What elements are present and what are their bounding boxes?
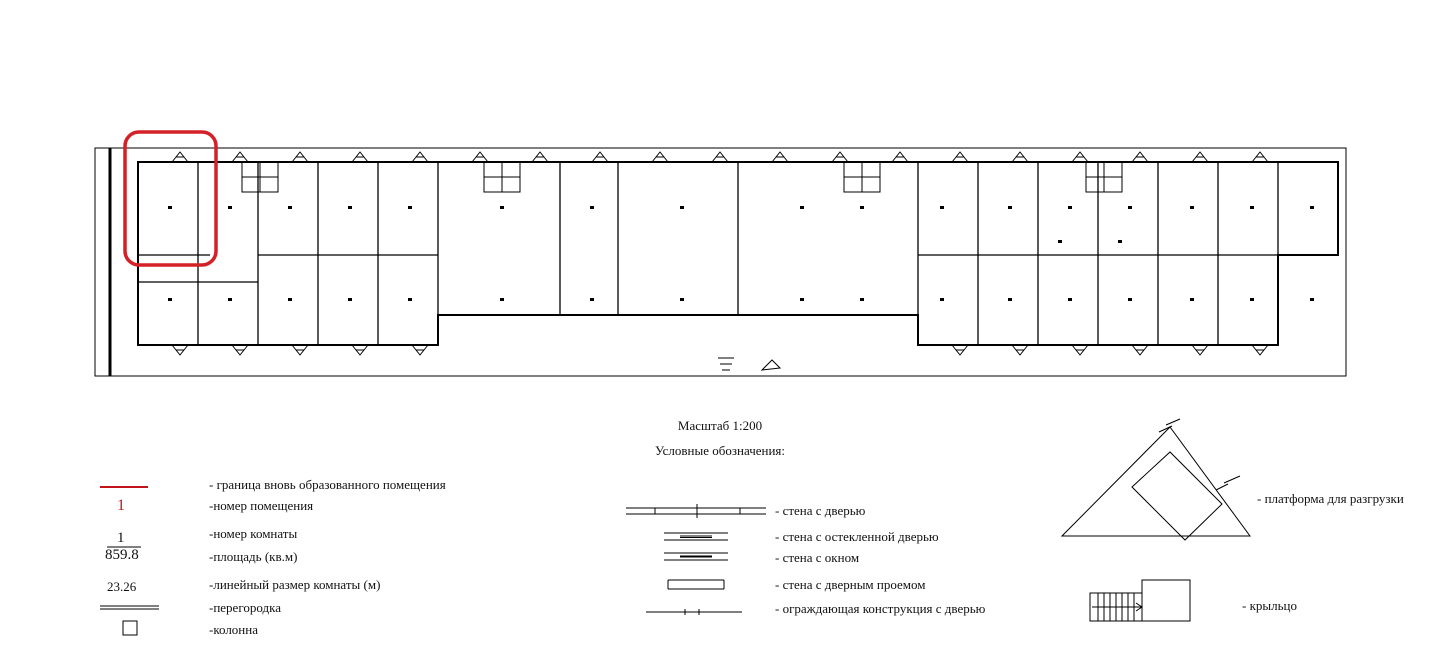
column-mark (1008, 298, 1012, 301)
loading-platform (292, 345, 308, 355)
loading-platform (172, 152, 188, 162)
legend-fence-door-text: - ограждающая конструкция с дверью (775, 601, 986, 616)
column-mark (1310, 298, 1314, 301)
legend-title: Условные обозначения: (654, 443, 786, 458)
partition-symbol (100, 606, 159, 609)
loading-platform (772, 152, 788, 162)
column-symbol (123, 621, 137, 635)
column-mark (168, 206, 172, 209)
loading-platform (712, 152, 728, 162)
column-mark (800, 206, 804, 209)
loading-platform (1192, 345, 1208, 355)
column-mark (940, 206, 944, 209)
legend-wall-door-text: - стена с дверью (775, 503, 866, 518)
entrance-stair (718, 358, 780, 370)
column-mark (288, 206, 292, 209)
loading-platform (592, 152, 608, 162)
loading-platform (292, 152, 308, 162)
column-mark (228, 206, 232, 209)
column-mark (1310, 206, 1314, 209)
column-mark (408, 298, 412, 301)
room-number-symbol: 1 (117, 530, 125, 546)
loading-platform (352, 345, 368, 355)
premise-number-symbol: 1 (117, 497, 125, 514)
column-mark (590, 206, 594, 209)
loading-platform (532, 152, 548, 162)
column-mark (860, 298, 864, 301)
column-mark (860, 206, 864, 209)
column-mark (800, 298, 804, 301)
legend-column-text: -колонна (209, 622, 258, 637)
wall-opening-symbol (668, 580, 724, 589)
loading-platform (952, 345, 968, 355)
room-partitions (138, 162, 1278, 345)
legend-room-number-text: -номер комнаты (209, 526, 298, 541)
column-mark (1118, 240, 1122, 243)
loading-platform (412, 345, 428, 355)
legend-partition-text: -перегородка (209, 600, 281, 615)
loading-platform (652, 152, 668, 162)
column-mark (348, 206, 352, 209)
loading-platform (232, 152, 248, 162)
loading-platform (172, 345, 188, 355)
column-mark (1190, 298, 1194, 301)
column-mark (680, 298, 684, 301)
loading-platform (1072, 152, 1088, 162)
column-mark (1008, 206, 1012, 209)
wall-window-symbol (664, 553, 728, 560)
loading-platform (472, 152, 488, 162)
legend-boundary-text: - граница вновь образованного помещения (209, 477, 446, 492)
column-mark (1128, 206, 1132, 209)
linear-size-symbol: 23.26 (107, 579, 137, 594)
loading-platforms-bottom (172, 345, 1268, 355)
loading-platform (1192, 152, 1208, 162)
loading-platform (832, 152, 848, 162)
legend-area-text: -площадь (кв.м) (209, 549, 298, 564)
porch-symbol (1090, 580, 1190, 621)
loading-platform (1012, 345, 1028, 355)
column-mark (590, 298, 594, 301)
stair-lobbies (242, 162, 1122, 192)
column-mark (288, 298, 292, 301)
legend-wall-window-text: - стена с окном (775, 550, 860, 565)
legend-platform-text: - платформа для разгрузки (1257, 491, 1404, 506)
column-mark (228, 298, 232, 301)
column-marks (168, 206, 1314, 301)
legend-porch-text: - крыльцо (1242, 598, 1298, 613)
column-mark (1250, 206, 1254, 209)
platform-symbol (1062, 419, 1250, 540)
loading-platform (1132, 345, 1148, 355)
loading-platforms-top (172, 152, 1268, 162)
area-symbol: 859.8 (105, 547, 139, 563)
fence-door-symbol (646, 609, 742, 615)
column-mark (1190, 206, 1194, 209)
loading-platform (412, 152, 428, 162)
column-mark (1068, 206, 1072, 209)
column-mark (680, 206, 684, 209)
legend-wall-glazed-door-text: - стена с остекленной дверью (775, 529, 939, 544)
column-mark (168, 298, 172, 301)
loading-platform (1252, 152, 1268, 162)
scale-label: Масштаб 1:200 (677, 418, 763, 433)
loading-platform (352, 152, 368, 162)
legend-wall-opening-text: - стена с дверным проемом (775, 577, 926, 592)
column-mark (348, 298, 352, 301)
loading-platform (232, 345, 248, 355)
column-mark (408, 206, 412, 209)
column-mark (500, 298, 504, 301)
column-mark (1068, 298, 1072, 301)
wall-glazed-door-symbol (664, 533, 728, 540)
loading-platform (1072, 345, 1088, 355)
wall-door-symbol (626, 504, 766, 518)
column-mark (1250, 298, 1254, 301)
legend-premise-number-text: -номер помещения (209, 498, 314, 513)
legend-linear-size-text: -линейный размер комнаты (м) (209, 577, 381, 592)
loading-platform (1252, 345, 1268, 355)
column-mark (940, 298, 944, 301)
column-mark (500, 206, 504, 209)
loading-platform (1132, 152, 1148, 162)
loading-platform (892, 152, 908, 162)
loading-platform (952, 152, 968, 162)
column-mark (1128, 298, 1132, 301)
column-mark (1058, 240, 1062, 243)
loading-platform (1012, 152, 1028, 162)
